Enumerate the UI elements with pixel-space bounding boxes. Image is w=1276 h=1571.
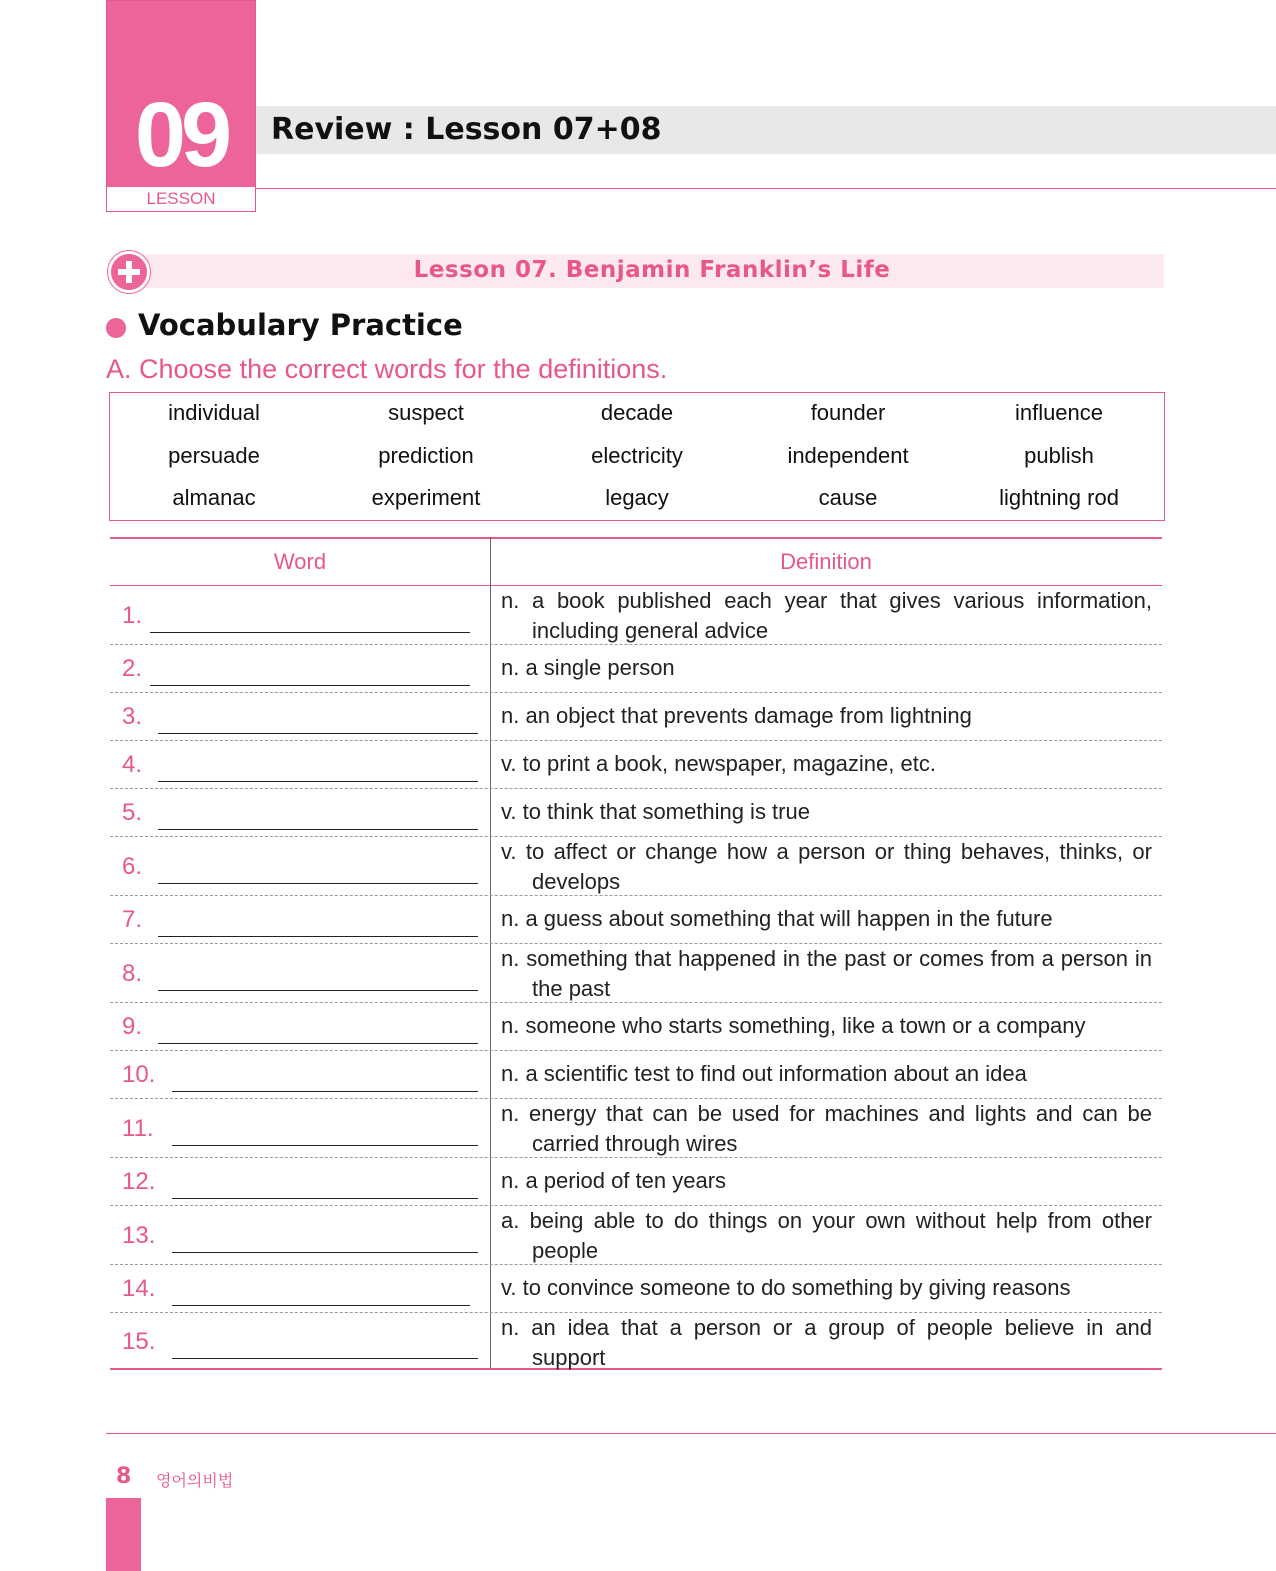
row-definition: n. energy that can be used for machines and lights and can be carried through wires bbox=[501, 1101, 1152, 1156]
row-number: 4. bbox=[122, 751, 143, 778]
row-definition: n. someone who starts something, like a town or a company bbox=[501, 1013, 1086, 1038]
answer-blank[interactable] bbox=[158, 883, 478, 884]
table-row bbox=[110, 693, 1162, 741]
word-bank-item: publish bbox=[1024, 443, 1094, 468]
row-number: 5. bbox=[122, 799, 143, 826]
answer-blank[interactable] bbox=[158, 781, 478, 782]
row-number: 15. bbox=[122, 1327, 156, 1355]
row-definition: n. a book published each year that gives various information, including general advice bbox=[501, 588, 1152, 643]
answer-blank[interactable] bbox=[172, 1358, 478, 1359]
word-bank bbox=[109, 392, 1165, 521]
table-row bbox=[110, 1051, 1162, 1099]
plus-icon bbox=[108, 251, 150, 293]
row-definition: v. to convince someone to do something by giving reasons bbox=[501, 1275, 1071, 1300]
table-row bbox=[110, 1099, 1162, 1158]
word-bank-item: cause bbox=[818, 485, 878, 510]
word-bank-item: persuade bbox=[168, 443, 260, 468]
word-bank-item: decade bbox=[600, 400, 674, 425]
answer-blank[interactable] bbox=[158, 990, 478, 991]
row-number: 9. bbox=[122, 1013, 143, 1040]
answer-blank[interactable] bbox=[158, 936, 478, 937]
answer-blank[interactable] bbox=[150, 632, 470, 633]
lesson-badge bbox=[106, 0, 256, 212]
column-header-definition: Definition bbox=[780, 549, 872, 574]
row-definition: n. a single person bbox=[501, 655, 675, 680]
instruction-text: A. Choose the correct words for the definitions. bbox=[106, 354, 668, 384]
table-row bbox=[110, 1003, 1162, 1051]
word-bank-item: experiment bbox=[371, 485, 481, 510]
table-top-rule bbox=[110, 537, 1162, 539]
row-definition: n. an idea that a person or a group of people believe in and support bbox=[501, 1315, 1152, 1370]
row-number: 8. bbox=[122, 959, 143, 987]
word-bank-item: prediction bbox=[378, 443, 474, 468]
row-definition: a. being able to do things on your own without help from other people bbox=[501, 1208, 1152, 1263]
lesson-banner-title: Lesson 07. Benjamin Franklin’s Life bbox=[413, 257, 891, 283]
row-definition: v. to think that something is true bbox=[501, 799, 810, 824]
table-row bbox=[110, 896, 1162, 944]
row-definition: n. an object that prevents damage from lightning bbox=[501, 703, 972, 728]
table-row bbox=[110, 645, 1162, 693]
table-row bbox=[110, 1158, 1162, 1206]
row-number: 3. bbox=[122, 703, 143, 730]
answer-blank[interactable] bbox=[172, 1198, 478, 1199]
word-bank-item: legacy bbox=[605, 485, 669, 510]
title-divider bbox=[256, 188, 1276, 189]
row-definition: n. something that happened in the past or comes from a person in the past bbox=[501, 946, 1152, 1001]
row-number: 14. bbox=[122, 1275, 156, 1302]
page-number: 8 bbox=[116, 1464, 132, 1489]
bullet-dot-icon bbox=[106, 318, 126, 338]
title-bar bbox=[256, 106, 1276, 154]
word-bank-item: individual bbox=[168, 400, 260, 425]
table-row bbox=[110, 789, 1162, 837]
answer-blank[interactable] bbox=[172, 1091, 478, 1092]
row-number: 13. bbox=[122, 1221, 156, 1249]
table-row bbox=[110, 944, 1162, 1003]
table-row bbox=[110, 1313, 1162, 1370]
row-definition: v. to print a book, newspaper, magazine, etc. bbox=[501, 751, 936, 776]
book-title: 영어의비법 bbox=[156, 1471, 234, 1490]
lesson-banner bbox=[140, 254, 1164, 288]
table-row bbox=[110, 1206, 1162, 1265]
answer-blank[interactable] bbox=[172, 1252, 478, 1253]
section-title: Vocabulary Practice bbox=[138, 308, 463, 342]
row-number: 2. bbox=[122, 655, 143, 682]
row-definition: n. a scientific test to find out information about an idea bbox=[501, 1061, 1027, 1086]
column-header-word: Word bbox=[273, 549, 327, 574]
row-definition: v. to affect or change how a person or thing behaves, thinks, or develops bbox=[501, 839, 1152, 894]
table-row bbox=[110, 741, 1162, 789]
row-definition: n. a guess about something that will happen in the future bbox=[501, 906, 1053, 931]
word-bank-item: suspect bbox=[388, 400, 464, 425]
word-bank-item: influence bbox=[1014, 400, 1104, 425]
lesson-number: 09 bbox=[134, 84, 228, 186]
row-number: 12. bbox=[122, 1168, 156, 1195]
row-number: 1. bbox=[122, 601, 143, 629]
footer-tab bbox=[106, 1498, 141, 1571]
answer-blank[interactable] bbox=[150, 685, 470, 686]
answer-blank[interactable] bbox=[158, 1043, 478, 1044]
answer-blank[interactable] bbox=[172, 1145, 478, 1146]
table-row bbox=[110, 837, 1162, 896]
word-bank-item: independent bbox=[787, 443, 909, 468]
vocabulary-table bbox=[110, 537, 1162, 1370]
answer-blank[interactable] bbox=[172, 1305, 470, 1306]
row-number: 6. bbox=[122, 852, 143, 880]
word-bank-item: electricity bbox=[591, 443, 683, 468]
table-row bbox=[110, 1265, 1162, 1313]
table-row bbox=[110, 586, 1162, 645]
answer-blank[interactable] bbox=[158, 733, 478, 734]
row-definition: n. a period of ten years bbox=[501, 1168, 727, 1193]
page-title: Review : Lesson 07+08 bbox=[271, 112, 662, 147]
row-number: 10. bbox=[122, 1061, 156, 1088]
footer-divider bbox=[106, 1433, 1276, 1434]
word-bank-item: almanac bbox=[172, 485, 256, 510]
word-bank-item: lightning rod bbox=[999, 485, 1119, 510]
word-bank-item: founder bbox=[810, 400, 886, 425]
row-number: 11. bbox=[122, 1114, 154, 1142]
row-number: 7. bbox=[122, 906, 143, 933]
answer-blank[interactable] bbox=[158, 829, 478, 830]
lesson-label: LESSON bbox=[146, 189, 216, 208]
